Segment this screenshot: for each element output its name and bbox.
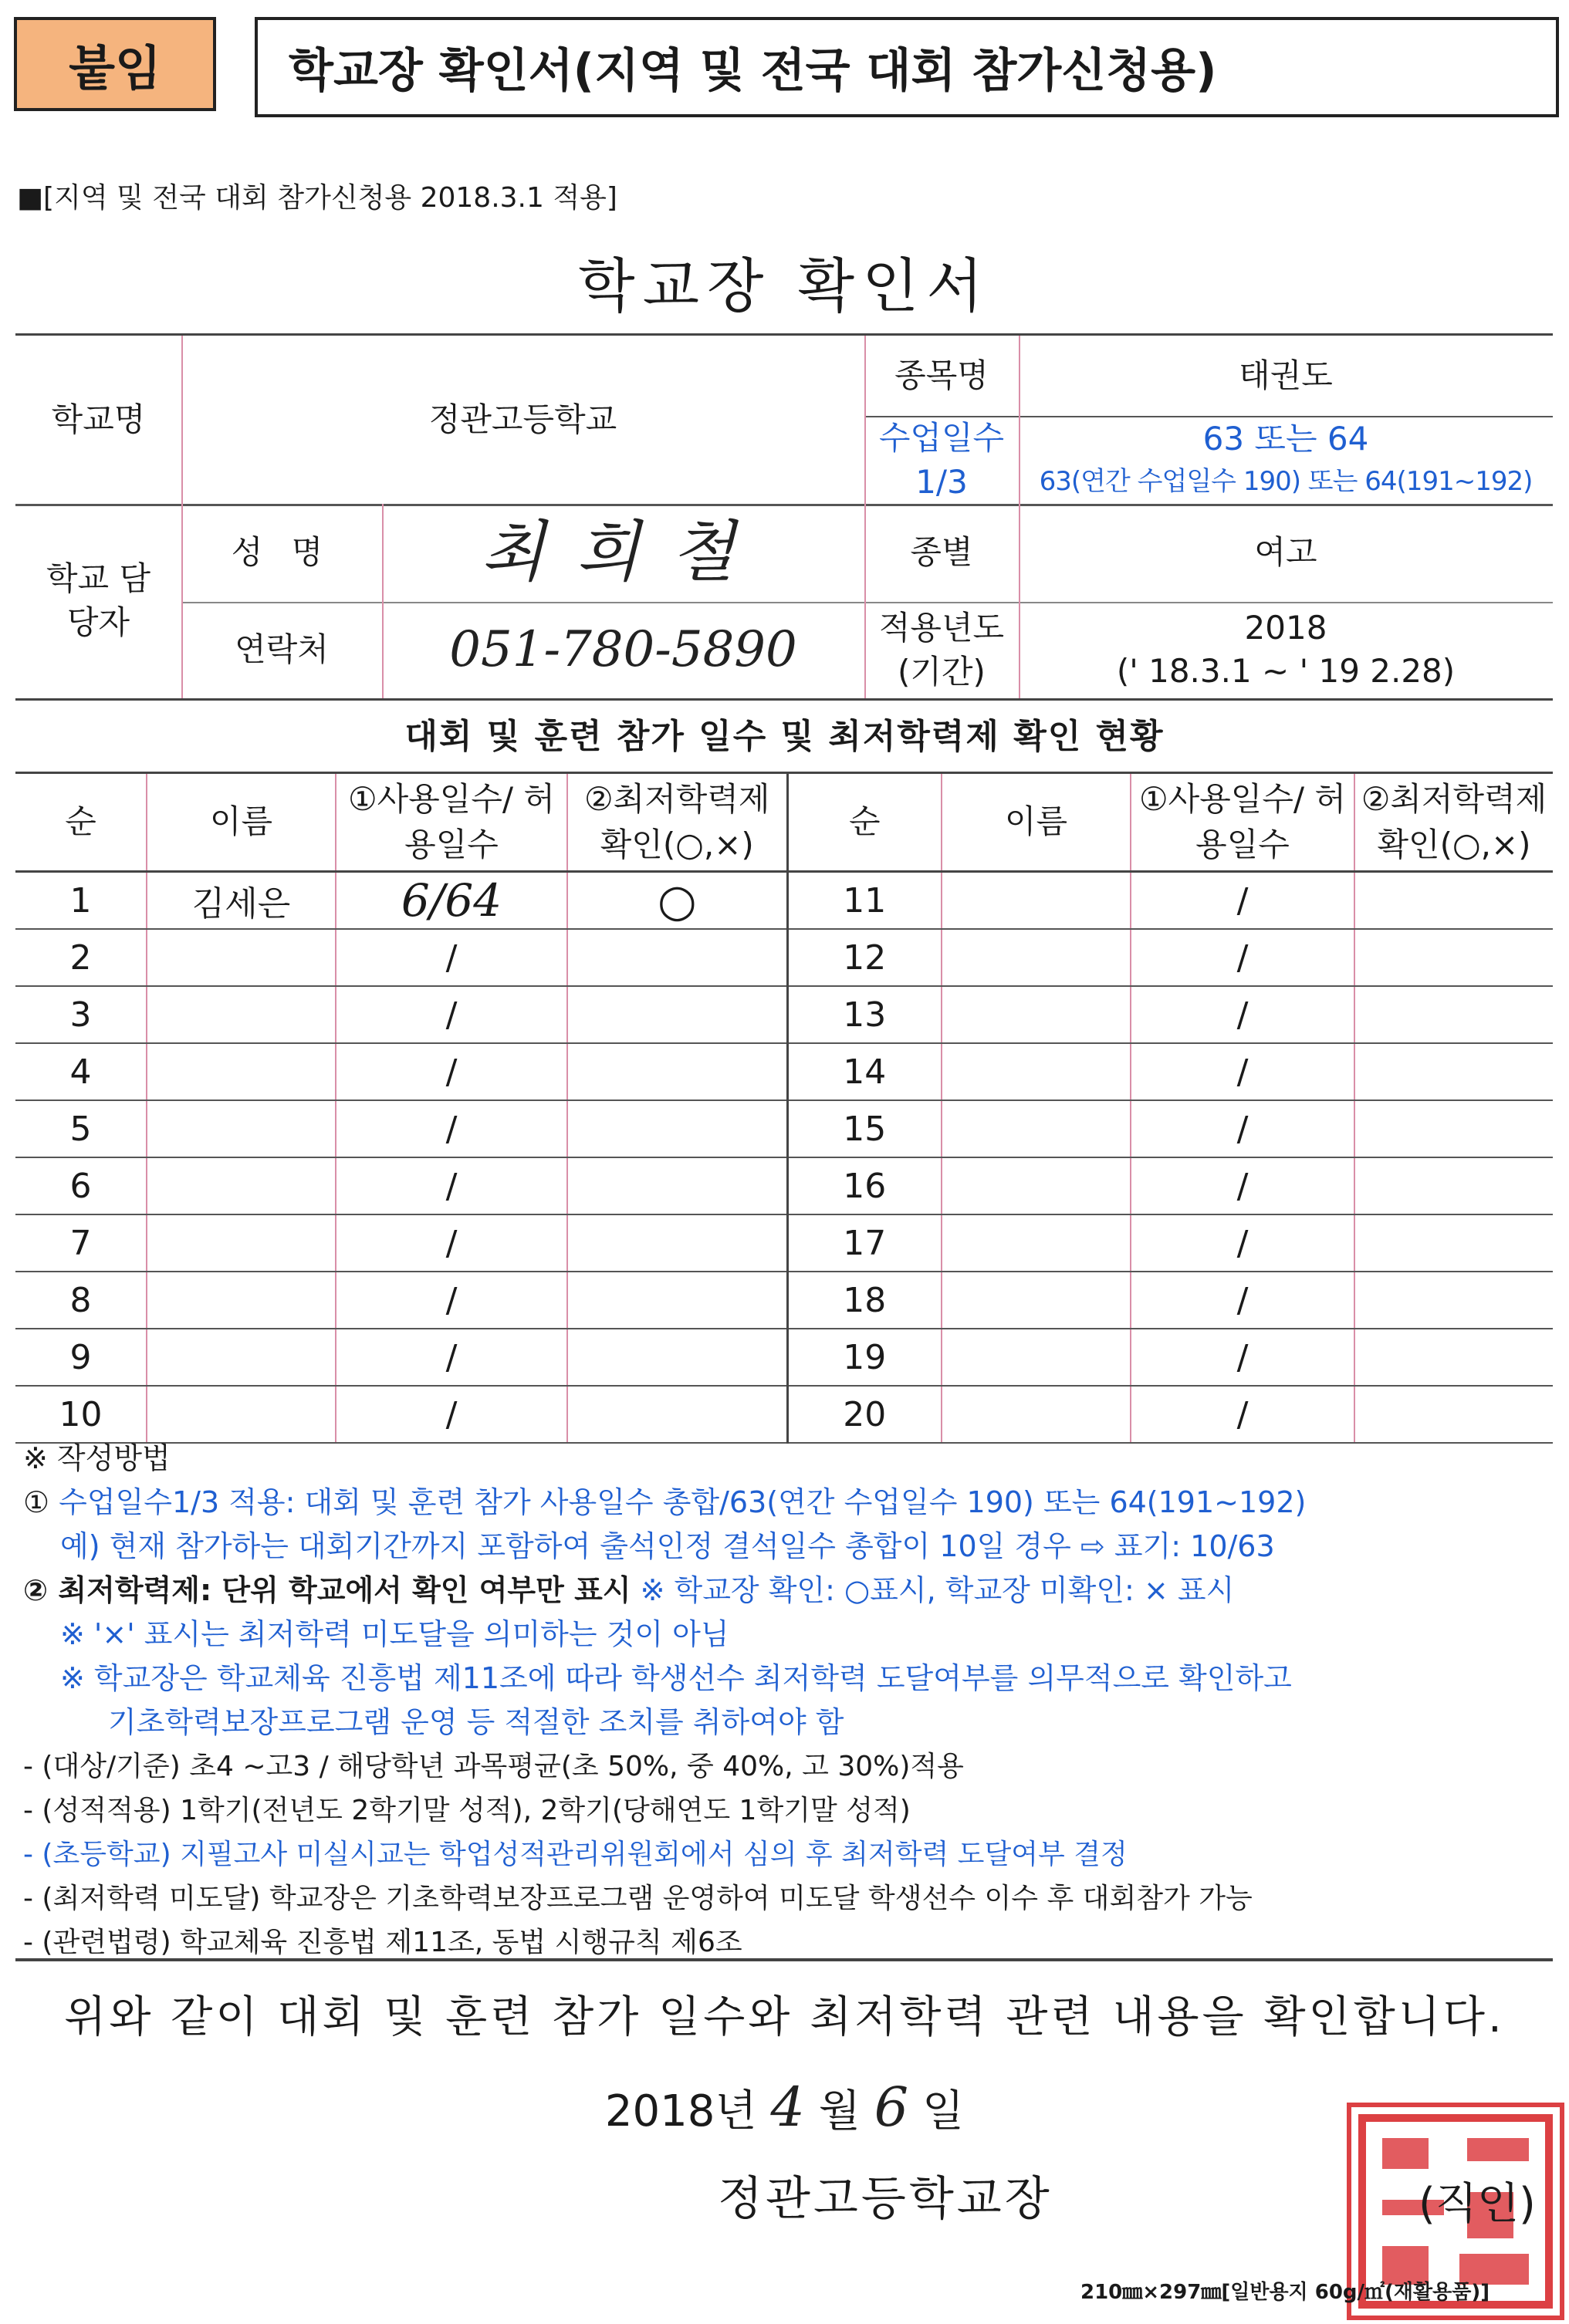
table-row <box>15 1329 1553 1386</box>
signature-date <box>0 2076 1569 2139</box>
name-label: 성 명 <box>231 533 333 572</box>
student-name <box>942 929 1131 986</box>
student-name <box>942 1043 1131 1100</box>
confirmation-text: 위와 같이 대회 및 훈련 참가 일수와 최저학력 관련 내용을 확인합니다. <box>64 1992 1505 2042</box>
days-used: / <box>1131 986 1354 1043</box>
paper-spec: 210㎜×297㎜[일반용지 60g/㎡(재활용품)] <box>1080 2281 1490 2304</box>
student-name <box>942 1100 1131 1157</box>
academic-check <box>1354 929 1553 986</box>
days-used: / <box>336 986 567 1043</box>
detail-5: - (관련법령) 학교체육 진흥법 제11조, 동법 시행규칙 제6조 <box>23 1927 742 1958</box>
student-name <box>942 1157 1131 1214</box>
contact-label: 연락처 <box>235 630 329 669</box>
days-used: / <box>336 1043 567 1100</box>
table-row <box>15 872 1553 930</box>
sport-value: 태권도 <box>1239 356 1333 394</box>
date-day: 6 <box>874 2076 909 2139</box>
table-row <box>15 1157 1553 1214</box>
academic-check <box>567 986 787 1043</box>
header-days: ①사용일수/ 허용일수 <box>1131 773 1354 872</box>
days-used: / <box>336 1272 567 1329</box>
student-name <box>147 1100 336 1157</box>
student-name <box>147 986 336 1043</box>
row-number: 16 <box>787 1157 942 1214</box>
academic-check <box>567 1157 787 1214</box>
detail-3: - (초등학교) 지필고사 미실시교는 학업성적관리위원회에서 심의 후 최저학력 도달여부 결정 <box>23 1839 1128 1870</box>
class-days-label: 수업일수 1/3 <box>878 419 1005 501</box>
date-month-label: 월 <box>818 2086 861 2137</box>
header-no: 순 <box>15 773 147 872</box>
row-number: 13 <box>787 986 942 1043</box>
academic-check <box>1354 1043 1553 1100</box>
days-used: / <box>1131 1043 1354 1100</box>
academic-check <box>1354 986 1553 1043</box>
seal-note: (직인) <box>1419 2179 1536 2229</box>
days-used: / <box>336 1214 567 1272</box>
table-row <box>15 986 1553 1043</box>
days-used: / <box>1131 1329 1354 1386</box>
sport-label: 종목명 <box>894 356 989 394</box>
days-used: / <box>1131 1100 1354 1157</box>
info-table <box>15 333 1553 701</box>
note-2-mark: ※ 학교장 확인: ○표시, 학교장 미확인: × 표시 <box>631 1573 1235 1607</box>
row-number: 15 <box>787 1100 942 1157</box>
academic-check: ○ <box>567 872 787 930</box>
note-1: 수업일수1/3 적용: 대회 및 훈련 참가 사용일수 총합/63(연간 수업일수 190) 또는 64(191~192) <box>59 1485 1307 1519</box>
days-used: / <box>1131 1272 1354 1329</box>
class-days-detail: 63(연간 수업일수 190) 또는 64(191~192) <box>1039 466 1533 498</box>
academic-check <box>567 1272 787 1329</box>
days-used: / <box>1131 929 1354 986</box>
row-number: 7 <box>15 1214 147 1272</box>
days-used: / <box>336 1386 567 1443</box>
row-number: 10 <box>15 1386 147 1443</box>
row-number: 11 <box>787 872 942 930</box>
student-name <box>942 1329 1131 1386</box>
row-number: 6 <box>15 1157 147 1214</box>
note-2: ② 최저학력제: 단위 학교에서 확인 여부만 표시 <box>23 1573 631 1607</box>
days-used: / <box>336 1329 567 1386</box>
subheading: ■[지역 및 전국 대회 참가신청용 2018.3.1 적용] <box>17 182 617 214</box>
days-used: 6/64 <box>336 872 567 930</box>
detail-2: - (성적적용) 1학기(전년도 2학기말 성적), 2학기(당해연도 1학기말 성적) <box>23 1795 911 1826</box>
principal-name: 정관고등학교장 <box>718 2172 1053 2226</box>
participation-table <box>15 772 1553 1444</box>
row-number: 12 <box>787 929 942 986</box>
class-days-value: 63 또는 64 <box>1202 419 1369 458</box>
days-used: / <box>1131 1157 1354 1214</box>
student-name <box>147 1043 336 1100</box>
table-row <box>15 1214 1553 1272</box>
header-days: ①사용일수/ 허용일수 <box>336 773 567 872</box>
row-number: 20 <box>787 1386 942 1443</box>
header-no: 순 <box>787 773 942 872</box>
row-number: 3 <box>15 986 147 1043</box>
days-used: / <box>336 929 567 986</box>
header-check: ②최저학력제 확인(○,×) <box>1354 773 1553 872</box>
academic-check <box>567 1214 787 1272</box>
student-name <box>147 1329 336 1386</box>
header-name: 이름 <box>942 773 1131 872</box>
academic-check <box>567 1043 787 1100</box>
category-value: 여고 <box>1254 533 1317 572</box>
note-3: ※ '×' 표시는 최저학력 미도달을 의미하는 것이 아님 <box>60 1617 729 1651</box>
days-used: / <box>336 1100 567 1157</box>
academic-check <box>1354 1100 1553 1157</box>
document-title: 학교장 확인서(지역 및 전국 대회 참가신청용) <box>255 17 1559 117</box>
table-row <box>15 1043 1553 1100</box>
manager-name-handwritten: 최희철 <box>480 514 766 592</box>
days-used: / <box>1131 872 1354 930</box>
academic-check <box>1354 1157 1553 1214</box>
table-row <box>15 1272 1553 1329</box>
student-name <box>942 1214 1131 1272</box>
days-used: / <box>336 1157 567 1214</box>
row-number: 1 <box>15 872 147 930</box>
table-row <box>15 929 1553 986</box>
attachment-tag: 붙임 <box>14 17 216 111</box>
section-title: 대회 및 훈련 참가 일수 및 최저학력제 확인 현황 <box>404 717 1165 756</box>
note-1-number: ① <box>23 1485 59 1519</box>
note-1-example: 예) 현재 참가하는 대회기간까지 포함하여 출석인정 결석일수 총합이 10일 경우 ⇨ 표기: 10/63 <box>60 1529 1275 1563</box>
student-name <box>147 1157 336 1214</box>
student-name <box>942 1386 1131 1443</box>
student-name: 김세은 <box>147 872 336 930</box>
note-4: ※ 학교장은 학교체육 진흥법 제11조에 따라 학생선수 최저학력 도달여부를 의무적으로 확인하고 <box>60 1661 1292 1695</box>
academic-check <box>1354 1386 1553 1443</box>
detail-4: - (최저학력 미도달) 학교장은 기초학력보장프로그램 운영하여 미도달 학생선수 이수 후 대회참가 가능 <box>23 1883 1253 1914</box>
academic-check <box>1354 1214 1553 1272</box>
date-year: 2018년 <box>604 2086 757 2137</box>
row-number: 14 <box>787 1043 942 1100</box>
writing-instructions <box>23 1437 1559 1964</box>
academic-check <box>567 1386 787 1443</box>
row-number: 17 <box>787 1214 942 1272</box>
school-name-label: 학교명 <box>51 400 146 438</box>
student-name <box>942 1272 1131 1329</box>
detail-1: - (대상/기준) 초4 ~고3 / 해당학년 과목평균(초 50%, 중 40%, 고 30%)적용 <box>23 1751 964 1782</box>
academic-check <box>1354 872 1553 930</box>
table-row <box>15 1386 1553 1443</box>
student-name <box>147 929 336 986</box>
academic-check <box>567 929 787 986</box>
note-4-cont: 기초학력보장프로그램 운영 등 적절한 조치를 취하여야 함 <box>108 1705 844 1739</box>
school-name-value: 정관고등학교 <box>428 400 617 438</box>
academic-check <box>1354 1329 1553 1386</box>
year-label: 적용년도 (기간) <box>878 608 1005 691</box>
student-name <box>147 1386 336 1443</box>
student-name <box>942 872 1131 930</box>
row-number: 5 <box>15 1100 147 1157</box>
academic-check <box>567 1329 787 1386</box>
row-number: 4 <box>15 1043 147 1100</box>
row-number: 8 <box>15 1272 147 1329</box>
academic-check <box>567 1100 787 1157</box>
contact-handwritten: 051-780-5890 <box>449 621 797 679</box>
category-label: 종별 <box>910 533 973 572</box>
days-used: / <box>1131 1386 1354 1443</box>
header-name: 이름 <box>147 773 336 872</box>
date-day-label: 일 <box>921 2086 965 2137</box>
date-month: 4 <box>770 2076 805 2139</box>
notes-heading: ※ 작성방법 <box>23 1441 171 1475</box>
academic-check <box>1354 1272 1553 1329</box>
student-name <box>942 986 1131 1043</box>
student-name <box>147 1272 336 1329</box>
divider <box>15 1958 1553 1961</box>
row-number: 18 <box>787 1272 942 1329</box>
days-used: / <box>1131 1214 1354 1272</box>
year-value: 2018 <box>1244 608 1327 647</box>
row-number: 9 <box>15 1329 147 1386</box>
header-check: ②최저학력제 확인(○,×) <box>567 773 787 872</box>
manager-label: 학교 담당자 <box>46 559 151 641</box>
row-number: 2 <box>15 929 147 986</box>
form-title: 학교장 확인서 <box>578 252 991 320</box>
student-name <box>147 1214 336 1272</box>
row-number: 19 <box>787 1329 942 1386</box>
year-period: (' 18.3.1 ~ ' 19 2.28) <box>1116 651 1456 690</box>
table-row <box>15 1100 1553 1157</box>
